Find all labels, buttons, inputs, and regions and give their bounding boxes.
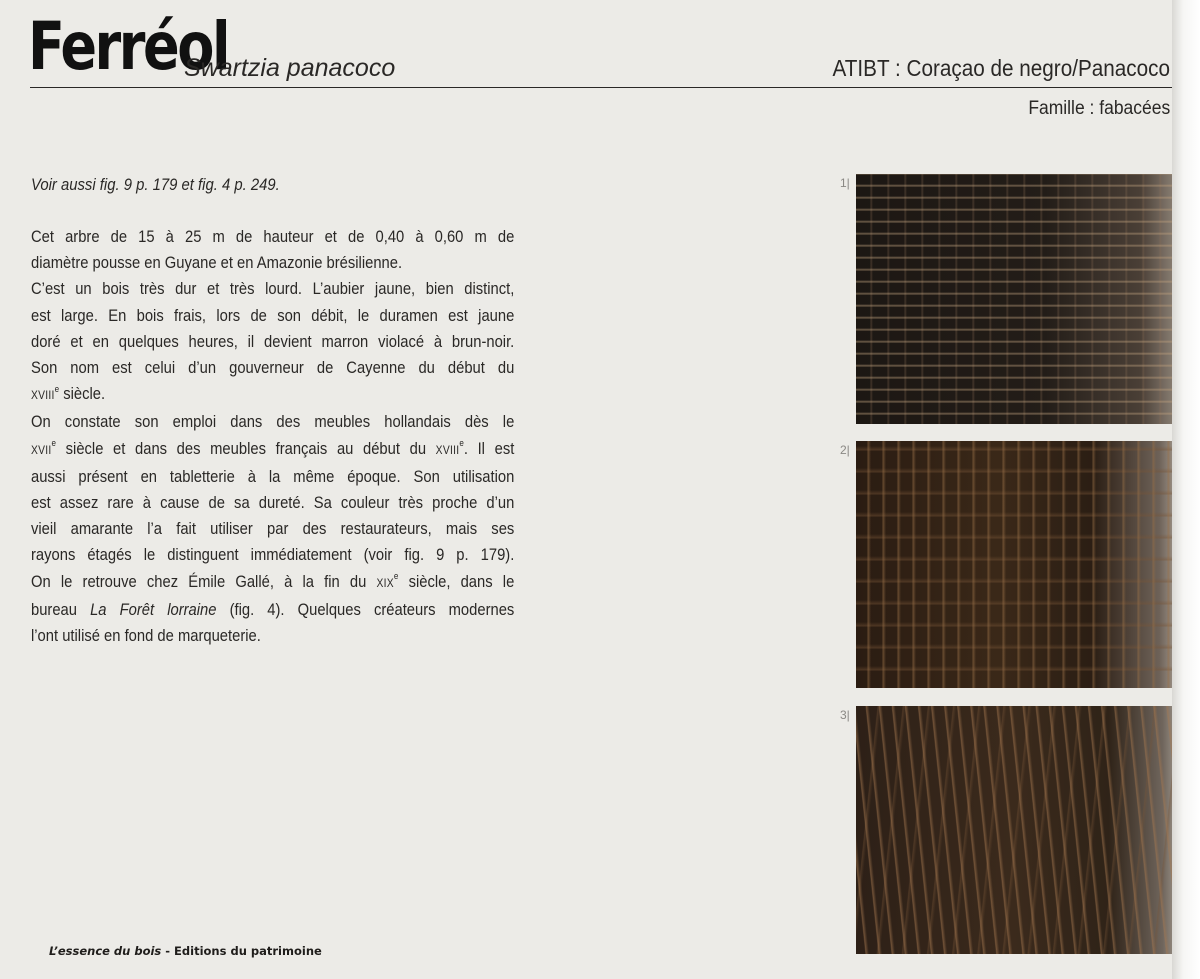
text-line: C’est un bois très dur et très lourd. L’aubier jaune, bien distinct, (31, 280, 515, 299)
figure-number: 1| (840, 176, 850, 190)
publisher: - Editions du patrimoine (161, 944, 322, 958)
header-rule (30, 87, 1172, 88)
text-line: l’ont utilisé en fond de marqueterie. (31, 627, 261, 646)
wood-sample-image (856, 706, 1172, 954)
text-line: vieil amarante l’a fait utiliser par des restaurateurs, mais ses (31, 520, 515, 539)
text-line: XVIIe siècle et dans des meubles français au début du XVIIIe. Il est (31, 438, 515, 458)
text-line: XVIIIe siècle. (31, 383, 106, 404)
book-title: L’essence du bois (49, 944, 162, 958)
text-line: doré et en quelques heures, il devient marron violacé à brun-noir. (31, 332, 515, 351)
text-line: Cet arbre de 15 à 25 m de hauteur et de 0,40 à 0,60 m de (31, 228, 515, 246)
family-label: Famille : fabacées (1028, 98, 1170, 119)
text-line: est large. En bois frais, lors de son débit, le duramen est jaune (31, 306, 515, 325)
see-also-reference: Voir aussi fig. 9 p. 179 et fig. 4 p. 249. (31, 176, 280, 194)
page-title: Ferréol (28, 8, 229, 85)
scientific-name: Swartzia panacoco (184, 54, 396, 82)
text-line: est assez rare à cause de sa dureté. Sa couleur très proche d’un (31, 494, 515, 513)
wood-sample-image (856, 441, 1172, 688)
page-footer (49, 944, 322, 958)
text-line: On le retrouve chez Émile Gallé, à la fin du XIXe siècle, dans le (31, 571, 515, 591)
text-line: Son nom est celui d’un gouverneur de Cayenne du début du (31, 359, 515, 378)
text-line: diamètre pousse en Guyane et en Amazonie brésilienne. (31, 254, 403, 273)
text-line: aussi présent en tabletterie à la même époque. Son utilisation (31, 467, 515, 486)
body-paragraph (31, 224, 514, 649)
figure-number: 3| (840, 708, 850, 722)
atibt-name: ATIBT : Coraçao de negro/Panacoco (832, 55, 1170, 81)
figure-number: 2| (840, 443, 850, 457)
text-line: bureau La Forêt lorraine (fig. 4). Quelques créateurs modernes (31, 600, 515, 619)
text-line: On constate son emploi dans des meubles hollandais dès le (31, 413, 515, 432)
wood-sample-image (856, 174, 1172, 424)
text-line: rayons étagés le distinguent immédiatement (voir fig. 9 p. 179). (31, 546, 515, 565)
page-edge (1172, 0, 1200, 979)
